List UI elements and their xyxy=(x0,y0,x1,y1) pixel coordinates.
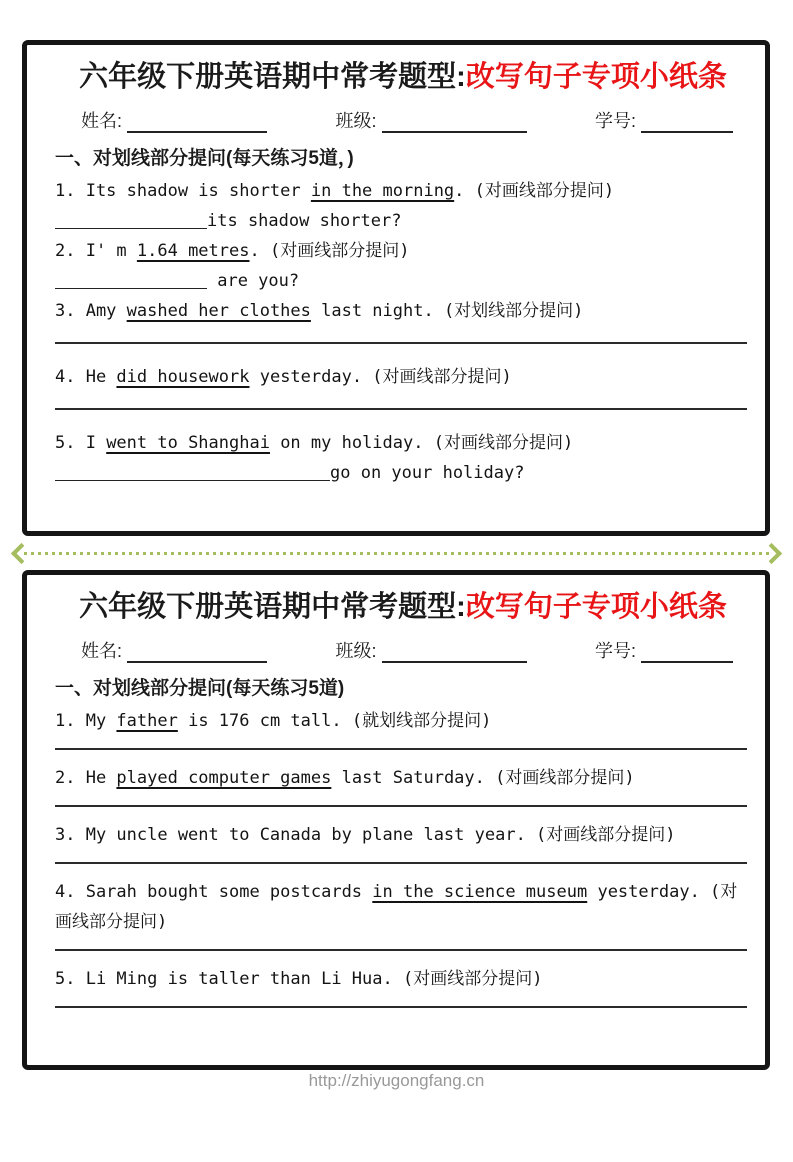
question-text: go on your holiday? xyxy=(330,463,525,484)
name-field-xingming xyxy=(81,107,267,133)
worksheet-panel-top xyxy=(22,40,770,536)
underlined-phrase: played computer games xyxy=(116,768,332,789)
question-text: yesterday. (对画线部分提问) xyxy=(55,882,738,933)
question-text: . (对画线部分提问) xyxy=(249,241,410,262)
answer-write-line[interactable] xyxy=(55,805,747,807)
title-black: 六年级下册英语期中常考题型: xyxy=(79,61,466,93)
question-line xyxy=(55,964,751,994)
questions-list xyxy=(55,706,751,1008)
panel-title xyxy=(55,589,751,625)
panel-title xyxy=(55,59,751,95)
title-red: 改写句子专项小纸条 xyxy=(465,591,727,623)
field-label: 学号: xyxy=(594,111,636,132)
answer-write-line[interactable] xyxy=(55,1006,747,1008)
question-text: 1. Its shadow is shorter xyxy=(55,181,311,202)
question-text: last night. (对划线部分提问) xyxy=(310,301,584,322)
chevron-left-icon xyxy=(11,542,32,563)
underlined-phrase: father xyxy=(116,711,178,732)
answer-write-line[interactable] xyxy=(55,748,747,750)
question-text: on my holiday. (对画线部分提问) xyxy=(269,433,574,454)
question-text: 3. My uncle went to Canada by plane last year. (对画线部分提问) xyxy=(55,825,676,846)
underlined-phrase: 1.64 metres xyxy=(136,241,250,262)
question-line xyxy=(55,763,751,793)
name-field-banji xyxy=(335,107,526,133)
question-line xyxy=(55,458,751,488)
underlined-phrase: in the science museum xyxy=(372,882,588,903)
question-text: 5. I xyxy=(55,433,107,454)
worksheet-page xyxy=(0,40,793,1162)
class-blank[interactable] xyxy=(382,641,527,663)
name-field-xuehao xyxy=(595,107,733,133)
name-blank[interactable] xyxy=(127,641,267,663)
field-label: 班级: xyxy=(335,641,377,662)
name-field-xingming xyxy=(81,637,267,663)
name-row xyxy=(55,637,751,663)
question-line xyxy=(55,820,751,850)
section-heading: 一、对划线部分提问(每天练习5道，) xyxy=(55,148,354,170)
question-line xyxy=(55,706,751,736)
question-text: 4. He xyxy=(55,367,117,388)
worksheet-panel-bottom xyxy=(22,570,770,1070)
section-heading: 一、对划线部分提问(每天练习5道) xyxy=(55,678,345,700)
answer-blank[interactable] xyxy=(55,211,207,229)
answer-write-line[interactable] xyxy=(55,342,747,344)
question-text: 2. He xyxy=(55,768,117,789)
question-text: 4. Sarah bought some postcards xyxy=(55,882,373,903)
question-line xyxy=(55,428,751,458)
question-line xyxy=(55,206,751,236)
name-field-xuehao xyxy=(595,637,733,663)
name-field-banji xyxy=(335,637,526,663)
title-black: 六年级下册英语期中常考题型: xyxy=(79,591,466,623)
dotted-cut-line xyxy=(24,552,769,555)
student-number-blank[interactable] xyxy=(641,641,733,663)
underlined-phrase: in the morning xyxy=(310,181,455,202)
question-text: . (对画线部分提问) xyxy=(454,181,615,202)
answer-blank[interactable] xyxy=(55,271,207,289)
class-blank[interactable] xyxy=(382,111,527,133)
question-text: 3. Amy xyxy=(55,301,127,322)
field-label: 姓名: xyxy=(81,111,123,132)
question-text: are you? xyxy=(207,271,300,292)
name-blank[interactable] xyxy=(127,111,267,133)
cut-line-divider xyxy=(14,544,779,562)
field-label: 姓名: xyxy=(81,641,123,662)
question-text: 1. My xyxy=(55,711,117,732)
field-label: 学号: xyxy=(594,641,636,662)
student-number-blank[interactable] xyxy=(641,111,733,133)
underlined-phrase: washed her clothes xyxy=(126,301,311,322)
question-line xyxy=(55,266,751,296)
question-text: 2. I' m xyxy=(55,241,137,262)
question-line xyxy=(55,296,751,326)
question-text: its shadow shorter? xyxy=(207,211,402,232)
question-text: 5. Li Ming is taller than Li Hua. (对画线部分提问) xyxy=(55,969,543,990)
field-label: 班级: xyxy=(335,111,377,132)
question-line xyxy=(55,362,751,392)
questions-list xyxy=(55,176,751,488)
name-row xyxy=(55,107,751,133)
answer-blank[interactable] xyxy=(55,463,330,481)
underlined-phrase: did housework xyxy=(116,367,250,388)
question-text: is 176 cm tall. (就划线部分提问) xyxy=(177,711,492,732)
title-red: 改写句子专项小纸条 xyxy=(465,61,727,93)
answer-write-line[interactable] xyxy=(55,862,747,864)
question-line xyxy=(55,877,751,937)
underlined-phrase: went to Shanghai xyxy=(106,433,270,454)
chevron-right-icon xyxy=(761,542,782,563)
question-line xyxy=(55,176,751,206)
question-line xyxy=(55,236,751,266)
footer-url: http://zhiyugongfang.cn xyxy=(308,1071,485,1090)
question-text: last Saturday. (对画线部分提问) xyxy=(331,768,635,789)
answer-write-line[interactable] xyxy=(55,949,747,951)
answer-write-line[interactable] xyxy=(55,408,747,410)
question-text: yesterday. (对画线部分提问) xyxy=(249,367,512,388)
